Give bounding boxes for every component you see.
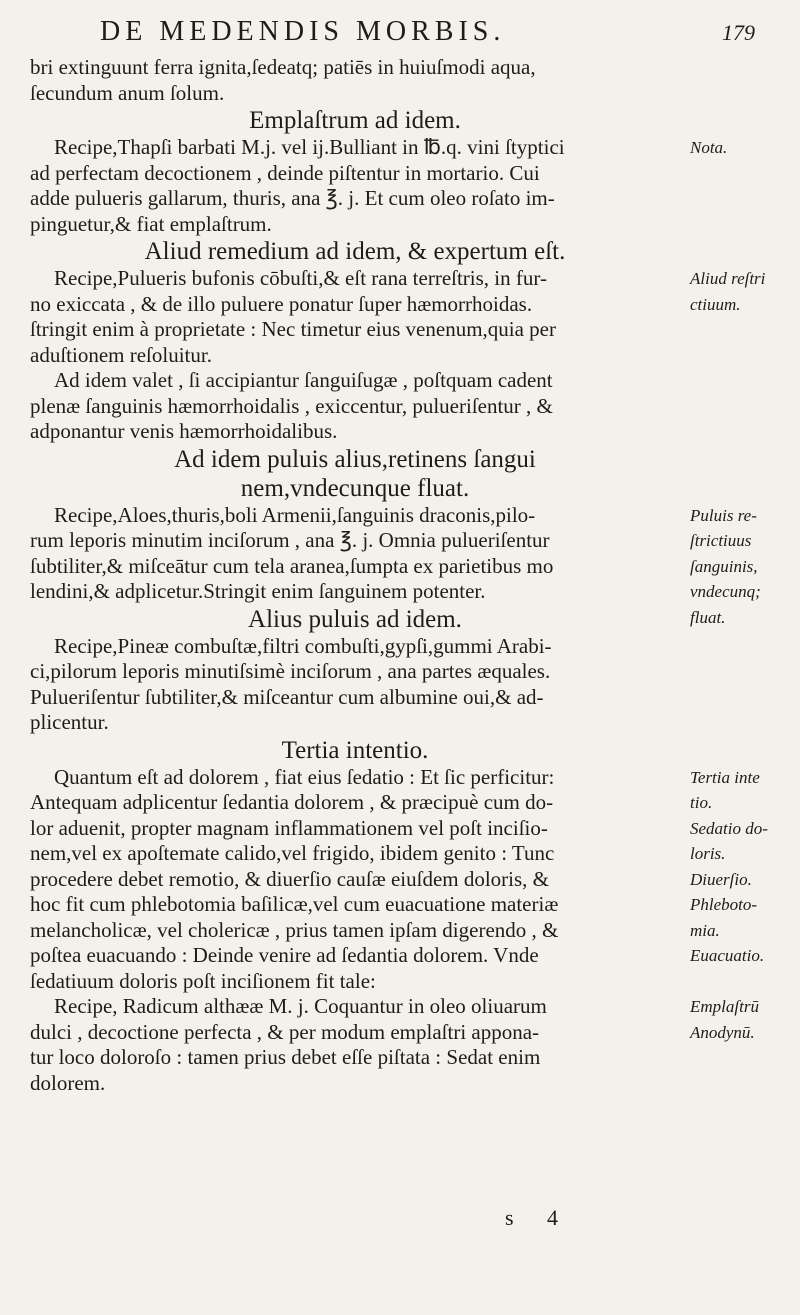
text-line: Ad idem valet , ſi accipiantur ſanguiſugæ , poſtquam cadent: [54, 368, 553, 392]
section-heading: Aliud remedium ad idem, & expertum eſt.: [144, 238, 566, 265]
text-line: Recipe,Thapſi barbati M.j. vel ij.Bulliant in ℔.q. vini ſtyptici: [54, 135, 565, 159]
text-line: Quantum eſt ad dolorem , fiat eius ſedatio : Et ſic perficitur:: [54, 764, 555, 789]
margin-note: Euacuatio.: [690, 946, 765, 965]
section-heading: Emplaſtrum ad idem.: [249, 107, 461, 134]
margin-note: ſanguinis,: [690, 556, 758, 576]
text-line: ſtringit enim à proprietate : Nec timetur eius venenum,quia per: [30, 317, 556, 341]
margin-note: ſtrictiuus: [690, 531, 752, 550]
margin-note: Anodynū.: [690, 1022, 755, 1042]
text-line: dolorem.: [30, 1070, 106, 1095]
margin-note: fluat.: [690, 607, 726, 627]
text-line: adponantur venis hæmorrhoidalibus.: [30, 419, 338, 443]
section-heading: nem,vndecunque fluat.: [240, 474, 470, 502]
text-line: aduſtionem reſoluitur.: [30, 342, 212, 367]
text-line: tur loco doloroſo : tamen prius debet eſſe piſtata : Sedat enim: [30, 1045, 541, 1069]
margin-note: Phleboto-: [690, 895, 758, 914]
text-line: rum leporis minutim inciſorum , ana ℥. j. Omnia pulueriſentur: [30, 528, 550, 552]
text-line: no exiccata , & de illo puluere ponatur ſuper hæmorrhoidas.: [30, 291, 533, 316]
text-line: plenæ ſanguinis hæmorrhoidalis , exiccentur, pulueriſentur , &: [30, 393, 553, 418]
text-line: procedere debet remotio, & diuerſio cauſæ eiuſdem doloris, &: [30, 866, 550, 891]
text-line: ad perfectam decoctionem , deinde piſtentur in mortario. Cui: [30, 160, 540, 185]
margin-note: Aliud reſtri: [690, 269, 766, 288]
margin-note: Tertia inte: [690, 767, 760, 787]
section-heading: Tertia intentio.: [281, 736, 429, 764]
margin-note: Diuerſio.: [690, 869, 752, 889]
text-line: adde pulueris gallarum, thuris, ana ℥. j. Et cum oleo roſato im-: [30, 186, 555, 210]
section-heading: Alius puluis ad idem.: [248, 605, 462, 633]
margin-note: mia.: [690, 920, 720, 940]
margin-note: Nota.: [690, 138, 728, 157]
text-line: ſecundum anum ſolum.: [30, 80, 225, 105]
text-line: Recipe, Radicum althææ M. j. Coquantur in oleo oliuarum: [54, 994, 547, 1018]
section-heading: Ad idem puluis alius,retinens ſangui: [174, 445, 536, 473]
margin-note: ctiuum.: [690, 294, 741, 314]
margin-note: loris.: [690, 844, 726, 863]
margin-note: tio.: [690, 793, 713, 812]
text-line: melancholicæ, vel cholericæ , prius tamen ipſam digerendo , &: [30, 917, 559, 942]
text-line: poſtea euacuando : Deinde venire ad ſedantia dolorem. Vnde: [30, 943, 539, 967]
text-line: ſedatiuum doloris poſt inciſionem fit tale:: [30, 968, 376, 993]
text-line: ci,pilorum leporis minutiſsimè inciſorum , ana partes æquales.: [30, 659, 551, 683]
margin-note: Sedatio do-: [690, 818, 768, 838]
margin-note: Emplaſtrū: [690, 997, 759, 1016]
text-line: ſubtiliter,& miſceātur cum tela aranea,ſumpta ex parietibus mo: [30, 553, 554, 578]
text-line: plicentur.: [30, 710, 109, 734]
text-line: lendini,& adplicetur.Stringit enim ſanguinem potenter.: [30, 579, 486, 603]
text-line: Antequam adplicentur ſedantia dolorem , & præcipuè cum do-: [30, 790, 554, 814]
text-line: Recipe,Pulueris bufonis cōbuſti,& eſt rana terreſtris, in fur-: [54, 266, 547, 290]
page-number: 179: [722, 20, 755, 45]
text-line: hoc fit cum phlebotomia baſilicæ,vel cum euacuatione materiæ: [30, 892, 559, 916]
text-line: pinguetur,& fiat emplaſtrum.: [30, 211, 272, 236]
margin-note: vndecunq;: [690, 582, 761, 601]
signature-mark: s 4: [505, 1205, 573, 1230]
text-line: nem,vel ex apoſtemate calido,vel frigido, ibidem genito : Tunc: [30, 841, 555, 865]
text-line: Recipe,Pineæ combuſtæ,filtri combuſti,gypſi,gummi Arabi-: [54, 633, 552, 658]
text-line: Pulueriſentur ſubtiliter,& miſceantur cum albumine oui,& ad-: [30, 684, 544, 709]
text-line: lor aduenit, propter magnam inflammationem vel poſt inciſio-: [30, 815, 548, 840]
margin-note: Puluis re-: [690, 505, 757, 525]
running-head: DE MEDENDIS MORBIS.: [100, 16, 506, 47]
text-line: Recipe,Aloes,thuris,boli Armenii,ſanguinis draconis,pilo-: [54, 502, 536, 527]
main-text-block: [30, 55, 680, 1096]
text-line: bri extinguunt ferra ignita,ſedeatq; patiēs in huiuſmodi aqua,: [30, 55, 536, 79]
text-line: dulci , decoctione perfecta , & per modum emplaſtri appona-: [30, 1019, 540, 1044]
